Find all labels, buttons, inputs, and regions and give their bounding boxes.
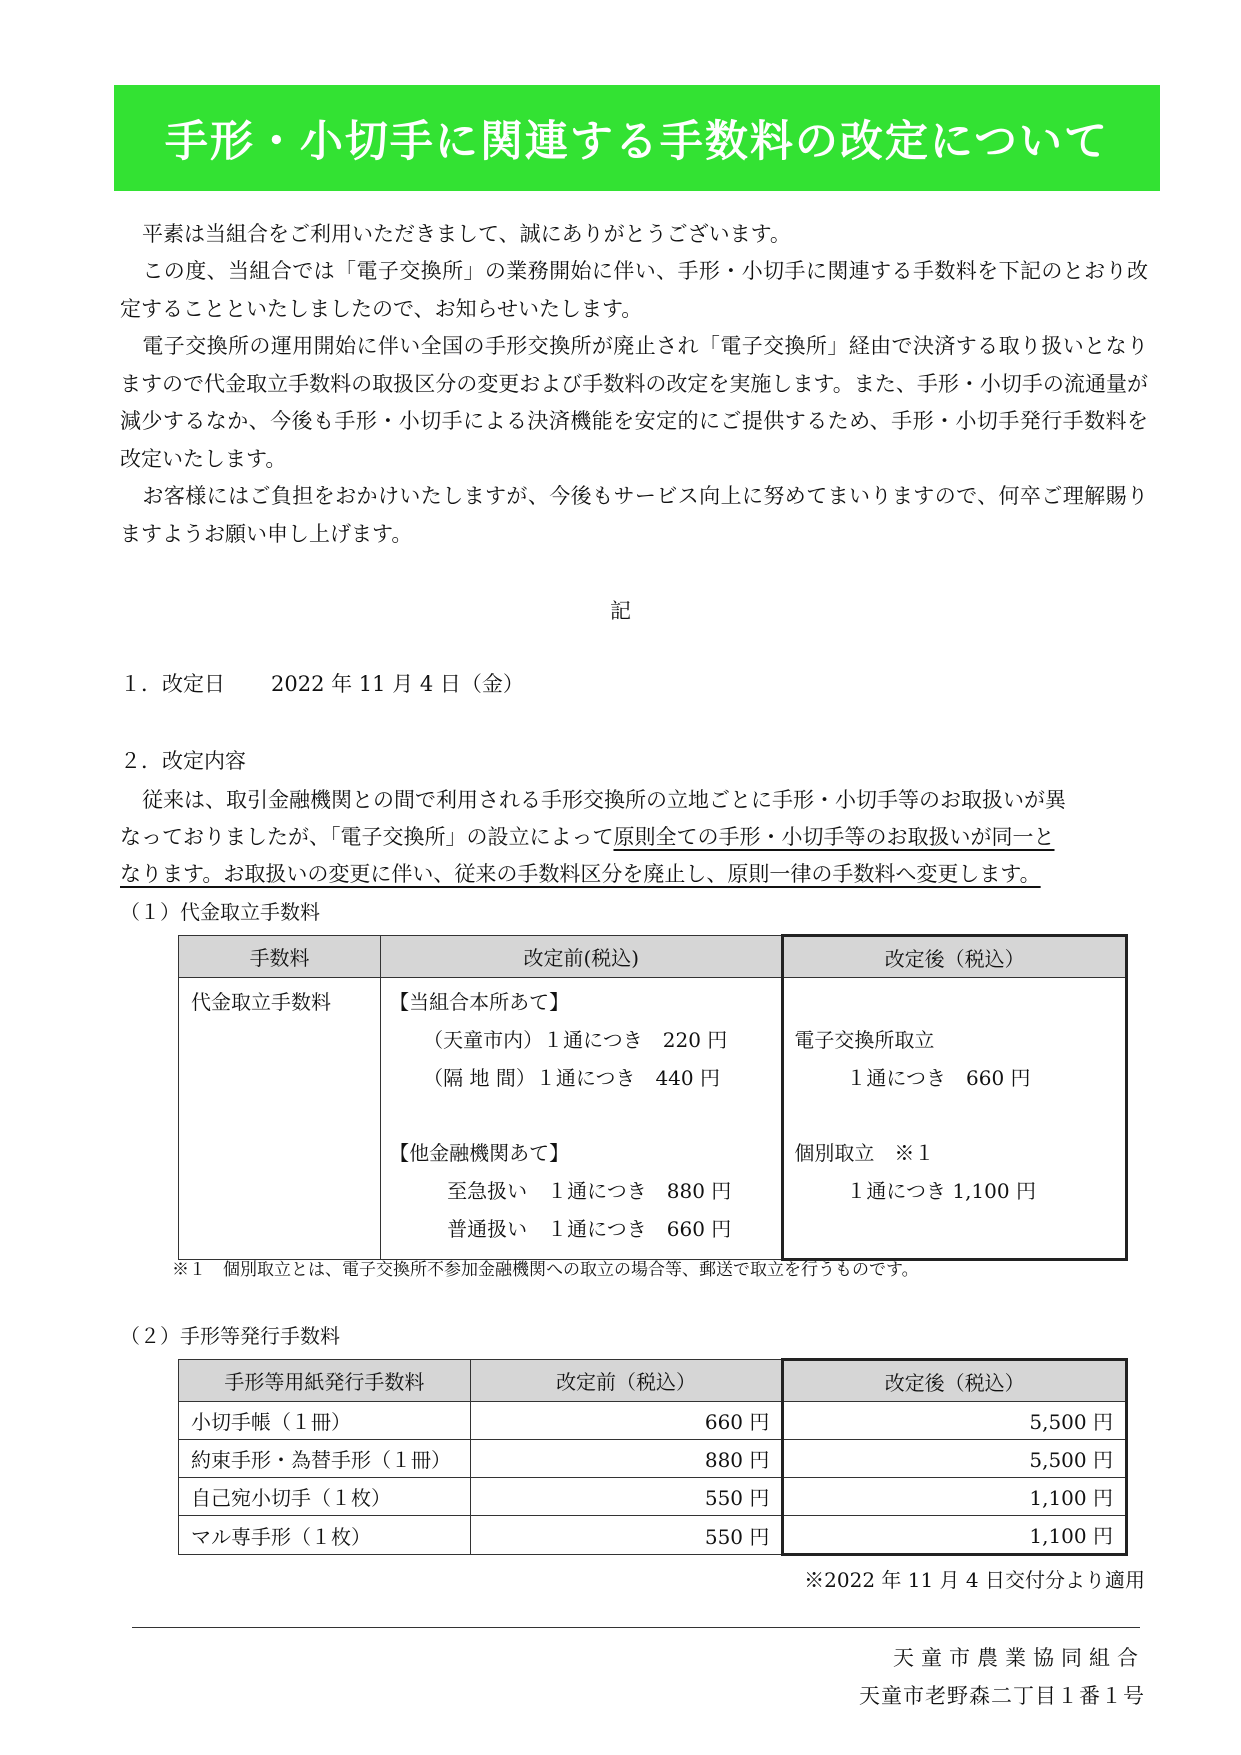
fee-before: 550 円 bbox=[470, 1516, 783, 1555]
table1-row-label: 代金取立手数料 bbox=[191, 990, 331, 1014]
fee-in-city: （天童市内）１通につき 220 円 bbox=[423, 1028, 728, 1052]
table2-header-item: 手形等用紙発行手数料 bbox=[179, 1360, 471, 1402]
table1-row-label-cell bbox=[179, 978, 381, 1260]
table2-header-before: 改定前（税込） bbox=[470, 1360, 783, 1402]
fee-urgent: 至急扱い １通につき 880 円 bbox=[447, 1179, 732, 1203]
table-row bbox=[179, 1440, 1127, 1478]
organization-address: 天童市老野森二丁目１番１号 bbox=[859, 1684, 1145, 1708]
individual-collection: 個別取立 ※１ bbox=[794, 1141, 935, 1165]
electronic-clearing: 電子交換所取立 bbox=[794, 1028, 935, 1052]
table1-after-cell bbox=[783, 978, 1127, 1260]
underlined-text: 原則全ての手形・小切手等のお取扱いが同一と bbox=[613, 825, 1055, 849]
section-2-line-1: 従来は、取引金融機関との間で利用される手形交換所の立地ごとに手形・小切手等のお取扱いが異 bbox=[142, 788, 1066, 812]
table2-caption: （２）手形等発行手数料 bbox=[120, 1324, 340, 1348]
table-row bbox=[179, 1478, 1127, 1516]
fee-before: 880 円 bbox=[470, 1440, 783, 1478]
revision-date: 2022 年 11 月 4 日（金） bbox=[271, 672, 524, 696]
table1-footnote: ※１ 個別取立とは、電子交換所不参加金融機関への取立の場合等、郵送で取立を行うものです。 bbox=[172, 1260, 919, 1280]
electronic-clearing-fee: １通につき 660 円 bbox=[846, 1066, 1031, 1090]
ki-heading: 記 bbox=[610, 599, 631, 623]
table2-note: ※2022 年 11 月 4 日交付分より適用 bbox=[804, 1568, 1145, 1592]
group-other-banks: 【他金融機関あて】 bbox=[389, 1141, 570, 1165]
table-row bbox=[179, 1516, 1127, 1555]
issuance-fee-table bbox=[178, 1358, 1128, 1556]
table1-caption: （１）代金取立手数料 bbox=[120, 900, 320, 924]
fee-normal: 普通扱い １通につき 660 円 bbox=[447, 1217, 732, 1241]
section-2-line-3: なります。お取扱いの変更に伴い、従来の手数料区分を廃止し、原則一律の手数料へ変更します。 bbox=[120, 862, 1041, 886]
table1-header-fee: 手数料 bbox=[179, 936, 381, 978]
table1-header-before: 改定前(税込) bbox=[381, 936, 783, 978]
item-name: 約束手形・為替手形（１冊） bbox=[179, 1440, 471, 1478]
intro-paragraph-2: この度、当組合では「電子交換所」の業務開始に伴い、手形・小切手に関連する手数料を下記のとおり改定することといたしましたので、お知らせいたします。 bbox=[120, 259, 1148, 321]
fee-after: 1,100 円 bbox=[783, 1516, 1127, 1555]
intro-paragraph-1: 平素は当組合をご利用いただきまして、誠にありがとうございます。 bbox=[142, 222, 791, 246]
fee-before: 660 円 bbox=[470, 1402, 783, 1440]
intro-paragraph-4: お客様にはご負担をおかけいたしますが、今後もサービス向上に努めてまいりますので、何卒ご理解賜りますようお願い申し上げます。 bbox=[120, 484, 1148, 546]
intro-paragraph-3: 電子交換所の運用開始に伴い全国の手形交換所が廃止され「電子交換所」経由で決済する取り扱いとなりますので代金取立手数料の取扱区分の変更および手数料の改定を実施します。また、手形・小切手の流通量が減少するなか、今後も手形・小切手による決済機能を安定的にご提供するため、手形・小切手発行手数料を改定いたします。 bbox=[120, 334, 1148, 471]
individual-collection-fee: １通につき 1,100 円 bbox=[846, 1179, 1036, 1203]
item-name: 自己宛小切手（１枚） bbox=[179, 1478, 471, 1516]
section-1-label: １．改定日 bbox=[120, 672, 225, 696]
footer-divider bbox=[132, 1627, 1140, 1628]
collection-fee-table bbox=[178, 934, 1128, 1261]
table2-header-after: 改定後（税込） bbox=[783, 1360, 1127, 1402]
group-head-office: 【当組合本所あて】 bbox=[389, 990, 570, 1014]
section-2-line-2: なっておりましたが、「電子交換所」の設立によって原則全ての手形・小切手等のお取扱いが同一と bbox=[120, 825, 1055, 849]
fee-before: 550 円 bbox=[470, 1478, 783, 1516]
item-name: 小切手帳（１冊） bbox=[179, 1402, 471, 1440]
table-row bbox=[179, 1402, 1127, 1440]
title-banner bbox=[114, 85, 1160, 191]
table1-before-cell bbox=[381, 978, 783, 1260]
table1-header-after: 改定後（税込） bbox=[783, 936, 1127, 978]
organization-name: 天童市農業協同組合 bbox=[893, 1646, 1145, 1670]
section-1 bbox=[120, 668, 524, 698]
fee-after: 1,100 円 bbox=[783, 1478, 1127, 1516]
fee-remote: （隔 地 間）１通につき 440 円 bbox=[423, 1066, 720, 1090]
section-2-label: ２．改定内容 bbox=[120, 749, 246, 773]
page-title: 手形・小切手に関連する手数料の改定について bbox=[164, 116, 1110, 167]
fee-after: 5,500 円 bbox=[783, 1402, 1127, 1440]
fee-after: 5,500 円 bbox=[783, 1440, 1127, 1478]
item-name: マル専手形（１枚） bbox=[179, 1516, 471, 1555]
